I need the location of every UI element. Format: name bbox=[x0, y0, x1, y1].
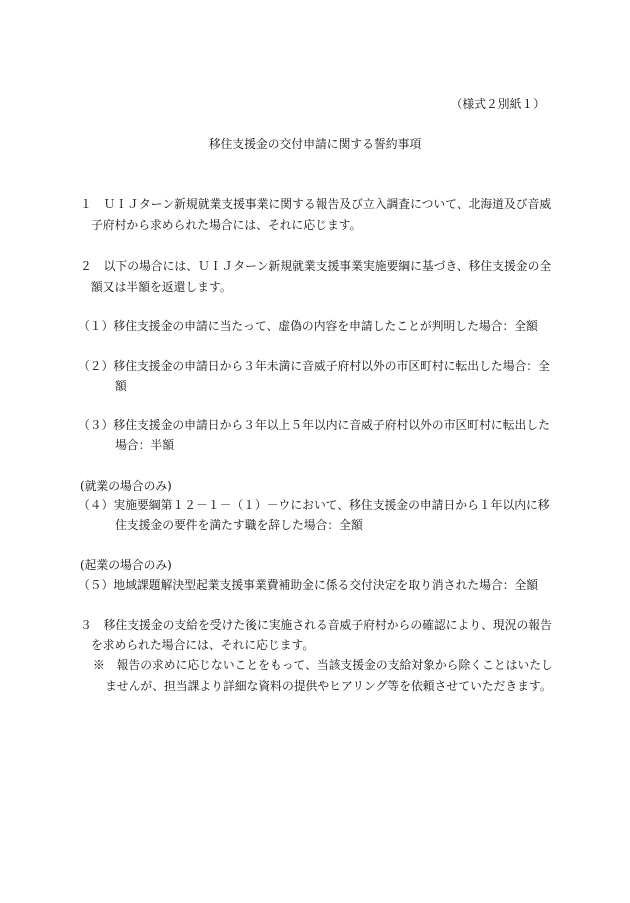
pledge-1-line-1: １ ＵＩＪターン新規就業支援事業に関する報告及び立入調査について、北海道及び音威 bbox=[80, 197, 552, 211]
pledge-2-line-1: ２ 以下の場合には、ＵＩＪターン新規就業支援事業実施要綱に基づき、移住支援金の全 bbox=[80, 259, 552, 273]
refund-case-1: （１）移住支援金の申請に当たって、虚偽の内容を申請したことが判明した場合：全額 bbox=[78, 319, 538, 333]
form-number: （様式２別紙１） bbox=[450, 97, 545, 111]
startup-only-note: (起業の場合のみ) bbox=[80, 558, 172, 572]
refund-case-3-line-2: 場合：半額 bbox=[115, 438, 174, 452]
refund-case-3-line-1: （３）移住支援金の申請日から３年以上５年以内に音威子府村以外の市区町村に転出した bbox=[78, 418, 550, 432]
employment-only-note: (就業の場合のみ) bbox=[80, 479, 172, 493]
remark-line-2: ませんが、担当課より詳細な資料の提供やヒアリング等を依頼させていただきます。 bbox=[105, 679, 552, 693]
pledge-3-line-2: を求められた場合には、それに応じます。 bbox=[91, 638, 315, 652]
pledge-1-line-2: 子府村から求められた場合には、それに応じます。 bbox=[91, 218, 362, 232]
refund-case-4-line-2: 住支援金の要件を満たす職を辞した場合：全額 bbox=[115, 518, 363, 532]
refund-case-5: （５）地域課題解決型起業支援事業費補助金に係る交付決定を取り消された場合：全額 bbox=[78, 578, 539, 592]
refund-case-2-line-1: （２）移住支援金の申請日から３年未満に音威子府村以外の市区町村に転出した場合：全 bbox=[78, 359, 550, 373]
refund-case-4-line-1: （４）実施要綱第１２－１－（１）－ウにおいて、移住支援金の申請日から１年以内に移 bbox=[78, 498, 550, 512]
document-title: 移住支援金の交付申請に関する誓約事項 bbox=[208, 137, 422, 151]
refund-case-2-line-2: 額 bbox=[115, 379, 127, 393]
remark-line-1: ※ 報告の求めに応じないことをもって、当該支援金の支給対象から除くことはいたし bbox=[93, 658, 553, 672]
pledge-3-line-1: ３ 移住支援金の支給を受けた後に実施される音威子府村からの確認により、現況の報告 bbox=[80, 618, 552, 632]
pledge-2-line-2: 額又は半額を返還します。 bbox=[91, 280, 232, 294]
